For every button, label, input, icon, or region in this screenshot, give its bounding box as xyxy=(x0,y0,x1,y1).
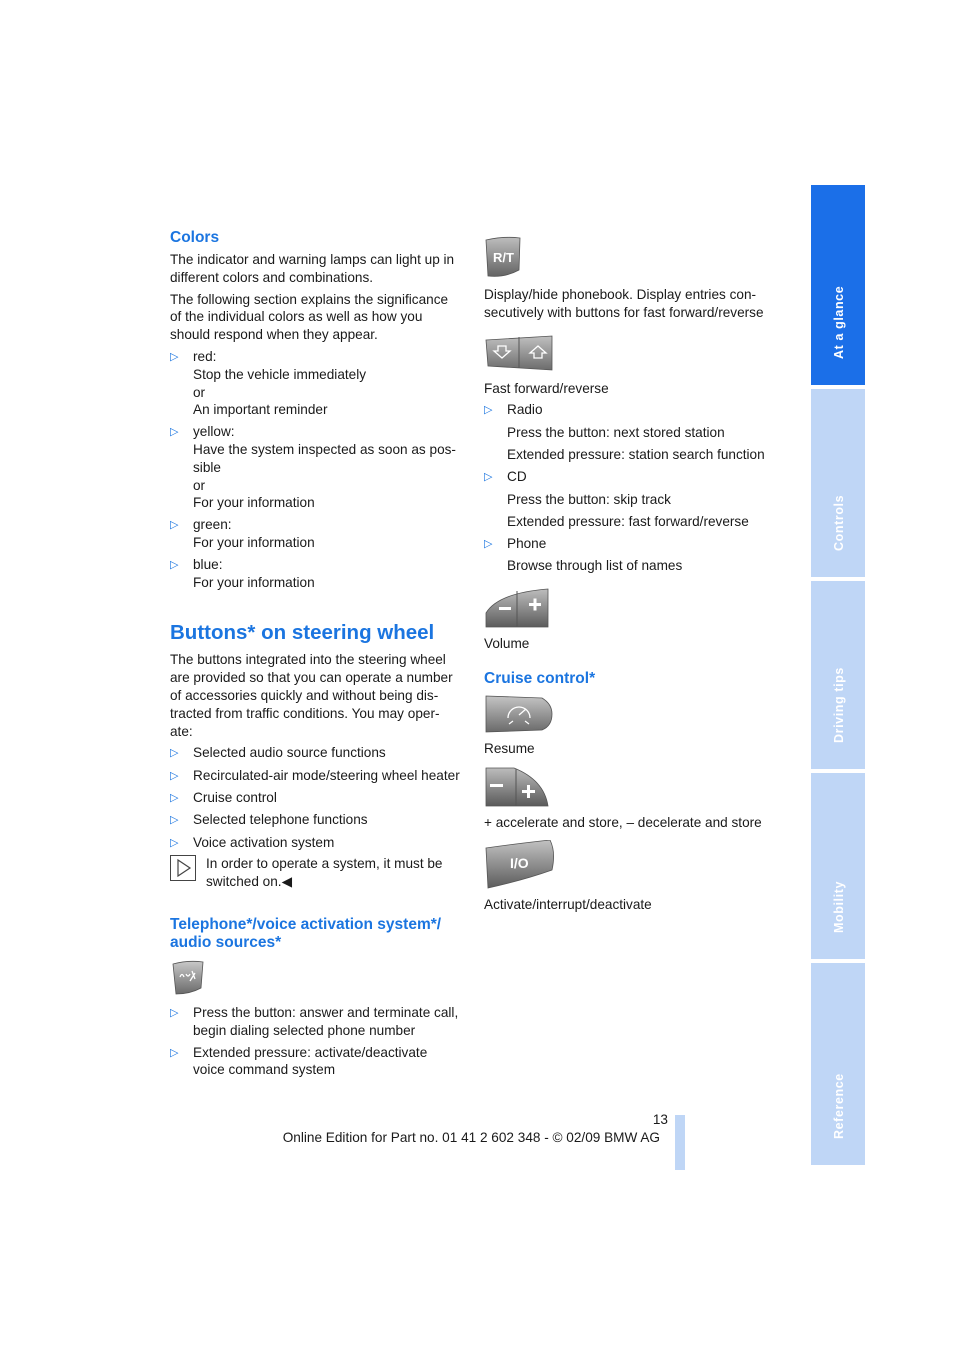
telephone-list xyxy=(170,1004,462,1079)
tab-mobility[interactable] xyxy=(811,773,865,959)
left-column xyxy=(170,229,462,1079)
accelerate-button-icon xyxy=(484,766,550,808)
cruise-heading: Cruise control* xyxy=(484,670,596,688)
accelerate-label: + accelerate and store, – decelerate and store xyxy=(484,814,762,830)
color-line: Stop the vehicle immediately xyxy=(193,366,367,382)
color-list xyxy=(170,348,462,591)
note xyxy=(170,855,462,891)
color-line: or xyxy=(193,477,206,493)
color-line: or xyxy=(193,384,206,400)
right-column xyxy=(484,236,784,913)
rt-label: R/T xyxy=(493,250,514,265)
note-text: In order to operate a system, it must be switched on. xyxy=(206,856,443,890)
rt-description: Display/hide phonebook. Display entries con-secutively with buttons for fast forward/reverse xyxy=(484,287,764,320)
page-number: 13 xyxy=(652,1112,668,1127)
tab-at-a-glance[interactable] xyxy=(811,185,865,385)
color-line: An important reminder xyxy=(193,402,328,418)
buttons-intro: The buttons integrated into the steering wheel are provided so that you can operate a number of accessories quickly and without being dis-tracted from traffic conditions. You may oper-ate: xyxy=(170,652,453,739)
color-name: ▷ red: xyxy=(170,348,462,366)
buttons-list-item: ▷ Recirculated-air mode/steering wheel heater xyxy=(170,767,462,785)
telephone-heading: Telephone*/voice activation system*/ audio sources* xyxy=(170,915,442,951)
fast-forward-item-title: ▷ Phone xyxy=(484,535,784,553)
tab-reference-label: Reference xyxy=(832,1073,846,1140)
fast-forward-item xyxy=(484,535,784,575)
io-description: Activate/interrupt/deactivate xyxy=(484,896,652,912)
buttons-list-item: ▷ Voice activation system xyxy=(170,834,462,852)
tab-driving-tips[interactable] xyxy=(811,581,865,769)
color-list-item xyxy=(170,556,462,592)
tab-reference[interactable] xyxy=(811,963,865,1165)
colors-heading: Colors xyxy=(170,229,220,246)
fast-forward-item-line: Extended pressure: station search function xyxy=(507,446,765,462)
fast-forward-item-line: Press the button: skip track xyxy=(507,491,671,507)
color-line: sible xyxy=(193,459,221,475)
tab-controls-label: Controls xyxy=(832,495,846,552)
fast-forward-list xyxy=(484,401,784,575)
tab-controls[interactable] xyxy=(811,389,865,577)
volume-label: Volume xyxy=(484,636,530,652)
footer-bar xyxy=(675,1115,685,1170)
tab-at-a-glance-label: At a glance xyxy=(832,285,846,360)
color-line: Have the system inspected as soon as pos- xyxy=(193,441,456,457)
color-name: ▷ green: xyxy=(170,516,462,534)
colors-paragraph-1: The indicator and warning lamps can light up in different colors and combinations. xyxy=(170,252,455,285)
telephone-list-item: ▷ Press the button: answer and terminate call, begin dialing selected phone number xyxy=(170,1004,462,1040)
fast-forward-item-title: ▷ CD xyxy=(484,468,784,486)
color-line: For your information xyxy=(193,495,315,511)
color-list-item xyxy=(170,348,462,419)
footer-edition: Online Edition for Part no. 01 41 2 602 348 - © 02/09 BMW AG xyxy=(282,1130,660,1145)
buttons-heading: Buttons* on steering wheel xyxy=(170,621,435,645)
fast-forward-item-line: Browse through list of names xyxy=(507,558,683,574)
arrow-buttons-icon xyxy=(484,334,554,372)
io-label: I/O xyxy=(510,854,529,871)
color-name: ▷ blue: xyxy=(170,556,462,574)
io-button-icon xyxy=(484,840,556,890)
fast-forward-item xyxy=(484,401,784,463)
color-line: For your information xyxy=(193,534,315,550)
telephone-list-item: ▷ Extended pressure: activate/deactivate voice command system xyxy=(170,1044,462,1080)
fast-forward-item-line: Press the button: next stored station xyxy=(507,424,725,440)
buttons-list-item: ▷ Cruise control xyxy=(170,789,462,807)
tab-driving-tips-label: Driving tips xyxy=(832,667,846,744)
color-line: For your information xyxy=(193,574,315,590)
fast-forward-title: Fast forward/reverse xyxy=(484,380,609,396)
resume-label: Resume xyxy=(484,741,535,757)
colors-paragraph-2: The following section explains the significance of the individual colors as well as how you should respond when they appear. xyxy=(170,291,449,343)
resume-button-icon xyxy=(484,694,554,734)
note-arrow-icon xyxy=(170,855,196,881)
color-list-item xyxy=(170,423,462,512)
color-name: ▷ yellow: xyxy=(170,423,462,441)
fast-forward-item-title: ▷ Radio xyxy=(484,401,784,419)
rt-button-icon xyxy=(484,236,522,278)
volume-button-icon xyxy=(484,587,550,629)
fast-forward-item-line: Extended pressure: fast forward/reverse xyxy=(507,513,749,529)
color-list-item xyxy=(170,516,462,552)
fast-forward-item xyxy=(484,468,784,530)
buttons-list-item: ▷ Selected audio source functions xyxy=(170,744,462,762)
buttons-list xyxy=(170,744,462,851)
buttons-list-item: ▷ Selected telephone functions xyxy=(170,811,462,829)
tab-mobility-label: Mobility xyxy=(832,881,846,934)
voice-button-icon xyxy=(170,960,206,996)
end-marker-icon: ◀ xyxy=(281,874,293,890)
